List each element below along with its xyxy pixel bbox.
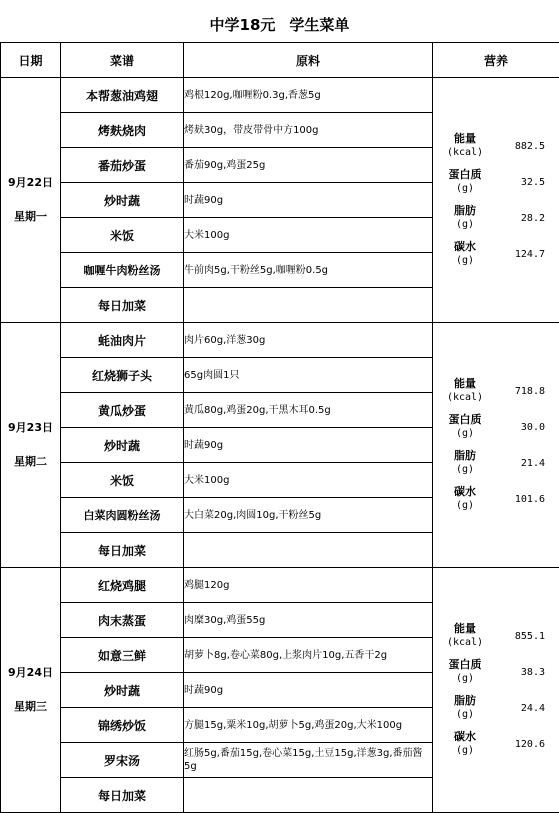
nutrition-value: 30.0 xyxy=(497,422,559,433)
dish-ingredients: 红肠5g,番茄15g,卷心菜15g,土豆15g,洋葱3g,番茄酱5g xyxy=(184,743,433,778)
dish-ingredients: 肉片60g,洋葱30g xyxy=(184,323,433,358)
title-sub: 学生菜单 xyxy=(289,16,349,34)
nutrition-value: 32.5 xyxy=(497,177,559,188)
title-main: 中学18元 xyxy=(210,16,276,34)
dish-ingredients xyxy=(184,533,433,568)
nutrition-panel xyxy=(433,373,559,517)
day-weekday: 星期二 xyxy=(1,445,60,479)
dish-ingredients: 大米100g xyxy=(184,218,433,253)
day-date: 9月22日 xyxy=(1,166,60,200)
nutrition-label: 能量 xyxy=(454,132,476,145)
nutrition-row xyxy=(433,409,559,445)
nutrition-value: 28.2 xyxy=(497,213,559,224)
dish-name: 番茄炒蛋 xyxy=(61,148,184,183)
nutrition-label: 能量 xyxy=(454,622,476,635)
dish-name: 红烧鸡腿 xyxy=(61,568,184,603)
nutrition-panel xyxy=(433,618,559,762)
dish-ingredients: 时蔬90g xyxy=(184,673,433,708)
nutrition-label-group xyxy=(433,485,497,513)
nutrition-value: 120.6 xyxy=(497,739,559,750)
nutrition-value: 24.4 xyxy=(497,703,559,714)
day-date-cell xyxy=(1,78,61,323)
nutrition-label-group xyxy=(433,449,497,477)
nutrition-cell xyxy=(433,78,559,323)
nutrition-label-group xyxy=(433,658,497,686)
nutrition-row xyxy=(433,164,559,200)
nutrition-label: 蛋白质 xyxy=(449,168,482,181)
nutrition-panel xyxy=(433,128,559,272)
nutrition-row xyxy=(433,726,559,762)
nutrition-row xyxy=(433,373,559,409)
dish-name: 如意三鲜 xyxy=(61,638,184,673)
dish-name: 米饭 xyxy=(61,218,184,253)
dish-name: 炒时蔬 xyxy=(61,428,184,463)
day-date-cell xyxy=(1,323,61,568)
nutrition-unit: (kcal) xyxy=(433,146,497,160)
dish-ingredients: 时蔬90g xyxy=(184,183,433,218)
nutrition-label-group xyxy=(433,132,497,160)
nutrition-label: 碳水 xyxy=(454,240,476,253)
day-weekday: 星期一 xyxy=(1,200,60,234)
nutrition-label: 脂肪 xyxy=(454,694,476,707)
day-date: 9月23日 xyxy=(1,411,60,445)
nutrition-label: 蛋白质 xyxy=(449,658,482,671)
nutrition-row xyxy=(433,481,559,517)
dish-ingredients: 大白菜20g,肉圆10g,干粉丝5g xyxy=(184,498,433,533)
nutrition-label: 碳水 xyxy=(454,485,476,498)
nutrition-unit: (kcal) xyxy=(433,636,497,650)
dish-ingredients: 胡萝卜8g,卷心菜80g,上浆肉片10g,五香干2g xyxy=(184,638,433,673)
day-date-cell xyxy=(1,568,61,813)
dish-name: 白菜肉圆粉丝汤 xyxy=(61,498,184,533)
dish-name: 本帮葱油鸡翅 xyxy=(61,78,184,113)
nutrition-row xyxy=(433,654,559,690)
nutrition-value: 38.3 xyxy=(497,667,559,678)
nutrition-row xyxy=(433,236,559,272)
menu-table xyxy=(0,42,559,813)
nutrition-label: 碳水 xyxy=(454,730,476,743)
nutrition-row xyxy=(433,445,559,481)
nutrition-unit: (kcal) xyxy=(433,391,497,405)
nutrition-unit: (g) xyxy=(433,672,497,686)
nutrition-label: 能量 xyxy=(454,377,476,390)
day-date: 9月24日 xyxy=(1,656,60,690)
dish-name: 炒时蔬 xyxy=(61,183,184,218)
nutrition-label-group xyxy=(433,694,497,722)
dish-ingredients: 烤麸30g，带皮带骨中方100g xyxy=(184,113,433,148)
header-row xyxy=(1,43,559,78)
nutrition-label-group xyxy=(433,377,497,405)
header-nutrition: 营养 xyxy=(433,43,559,78)
nutrition-label-group xyxy=(433,240,497,268)
dish-name: 米饭 xyxy=(61,463,184,498)
header-ingredients: 原料 xyxy=(184,43,433,78)
nutrition-label-group xyxy=(433,622,497,650)
nutrition-unit: (g) xyxy=(433,254,497,268)
nutrition-label-group xyxy=(433,413,497,441)
nutrition-value: 855.1 xyxy=(497,631,559,642)
nutrition-unit: (g) xyxy=(433,463,497,477)
nutrition-unit: (g) xyxy=(433,499,497,513)
nutrition-row xyxy=(433,128,559,164)
dish-ingredients: 65g肉圆1只 xyxy=(184,358,433,393)
nutrition-label: 脂肪 xyxy=(454,449,476,462)
dish-name: 炒时蔬 xyxy=(61,673,184,708)
dish-ingredients: 鸡腿120g xyxy=(184,568,433,603)
dish-ingredients xyxy=(184,288,433,323)
dish-name: 黄瓜炒蛋 xyxy=(61,393,184,428)
nutrition-value: 21.4 xyxy=(497,458,559,469)
dish-name: 每日加菜 xyxy=(61,288,184,323)
table-row xyxy=(1,78,559,113)
dish-name: 烤麸烧肉 xyxy=(61,113,184,148)
nutrition-value: 101.6 xyxy=(497,494,559,505)
nutrition-row xyxy=(433,200,559,236)
nutrition-value: 718.8 xyxy=(497,386,559,397)
dish-ingredients: 鸡根120g,咖喱粉0.3g,香葱5g xyxy=(184,78,433,113)
table-row xyxy=(1,323,559,358)
dish-name: 肉末蒸蛋 xyxy=(61,603,184,638)
nutrition-unit: (g) xyxy=(433,744,497,758)
header-dish: 菜谱 xyxy=(61,43,184,78)
dish-name: 每日加菜 xyxy=(61,778,184,813)
nutrition-row xyxy=(433,618,559,654)
dish-name: 罗宋汤 xyxy=(61,743,184,778)
nutrition-unit: (g) xyxy=(433,427,497,441)
nutrition-label: 脂肪 xyxy=(454,204,476,217)
nutrition-label: 蛋白质 xyxy=(449,413,482,426)
nutrition-value: 124.7 xyxy=(497,249,559,260)
table-row xyxy=(1,568,559,603)
nutrition-label-group xyxy=(433,730,497,758)
nutrition-cell xyxy=(433,568,559,813)
dish-name: 锦绣炒饭 xyxy=(61,708,184,743)
header-date: 日期 xyxy=(1,43,61,78)
nutrition-label-group xyxy=(433,168,497,196)
dish-ingredients: 黄瓜80g,鸡蛋20g,干黑木耳0.5g xyxy=(184,393,433,428)
dish-ingredients: 牛前肉5g,干粉丝5g,咖喱粉0.5g xyxy=(184,253,433,288)
dish-ingredients: 时蔬90g xyxy=(184,428,433,463)
nutrition-label-group xyxy=(433,204,497,232)
dish-ingredients: 番茄90g,鸡蛋25g xyxy=(184,148,433,183)
nutrition-value: 882.5 xyxy=(497,141,559,152)
dish-ingredients: 肉糜30g,鸡蛋55g xyxy=(184,603,433,638)
dish-ingredients xyxy=(184,778,433,813)
day-weekday: 星期三 xyxy=(1,690,60,724)
page-title xyxy=(0,14,559,35)
nutrition-unit: (g) xyxy=(433,182,497,196)
dish-name: 蚝油肉片 xyxy=(61,323,184,358)
dish-name: 每日加菜 xyxy=(61,533,184,568)
nutrition-unit: (g) xyxy=(433,708,497,722)
dish-ingredients: 方腿15g,粟米10g,胡萝卜5g,鸡蛋20g,大米100g xyxy=(184,708,433,743)
nutrition-row xyxy=(433,690,559,726)
dish-name: 红烧狮子头 xyxy=(61,358,184,393)
menu-body xyxy=(1,78,559,813)
nutrition-cell xyxy=(433,323,559,568)
dish-ingredients: 大米100g xyxy=(184,463,433,498)
nutrition-unit: (g) xyxy=(433,218,497,232)
dish-name: 咖喱牛肉粉丝汤 xyxy=(61,253,184,288)
